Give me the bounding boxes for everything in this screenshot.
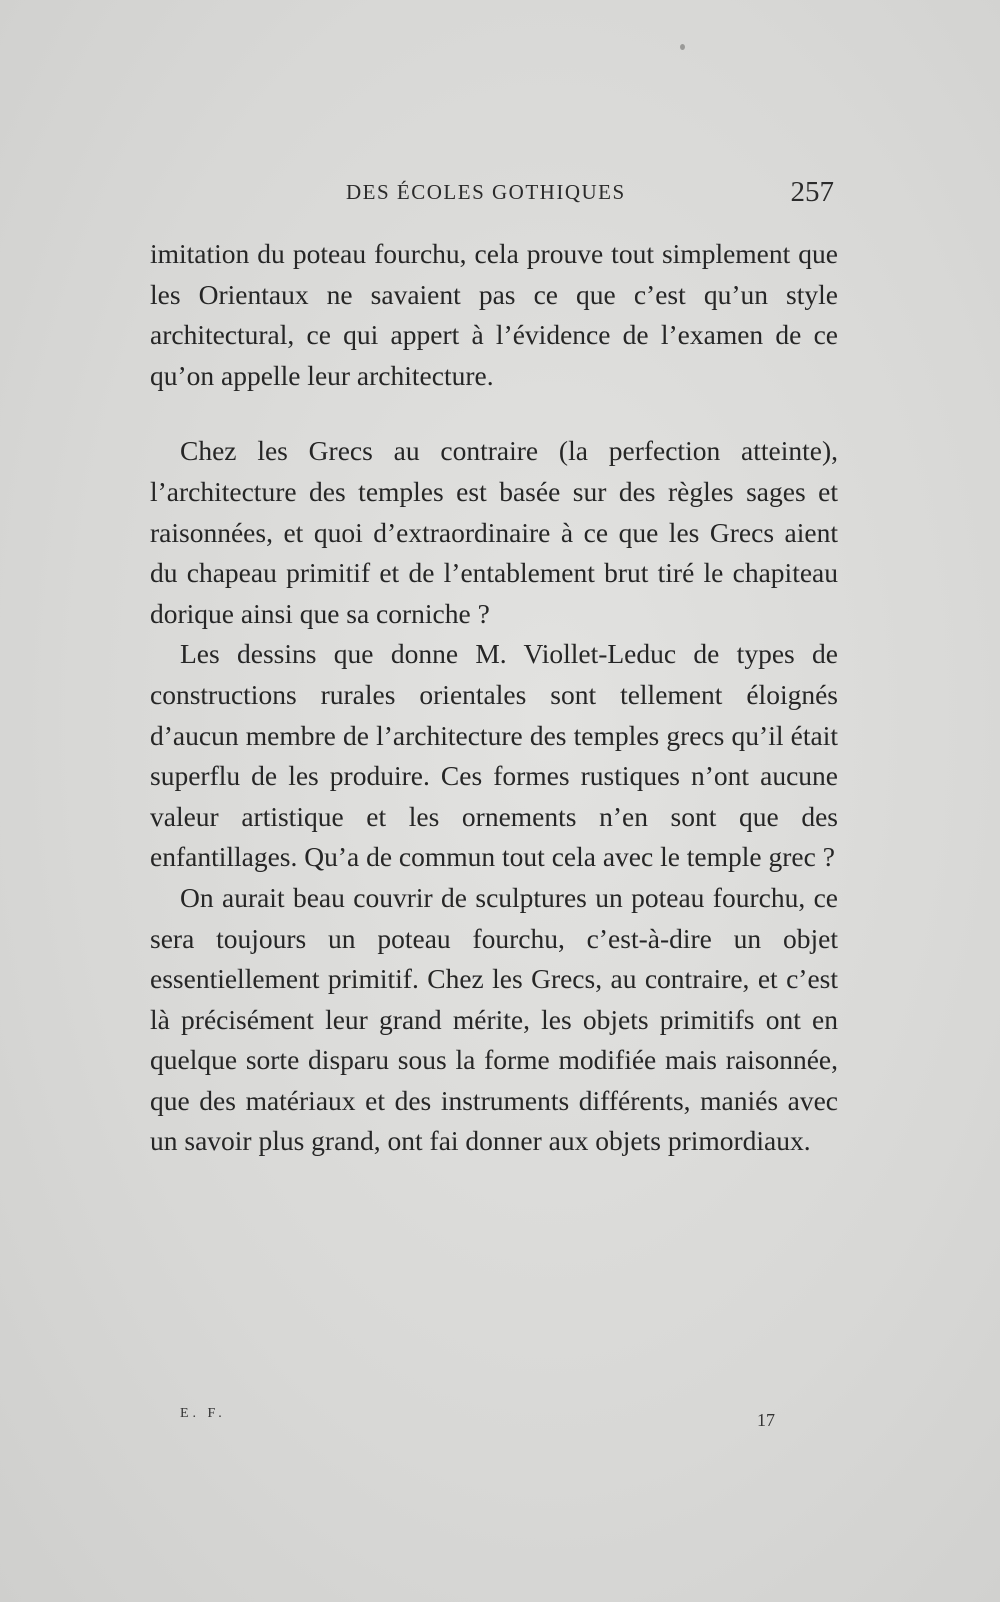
signature-mark: E. F. <box>180 1406 226 1421</box>
paragraph-3: Les dessins que donne M. Viollet-Leduc de types de constructions rurales orientales sont tellement éloignés d’aucun membre de l’architecture des temples grecs qu’il était superflu de les produire. Ces formes rustiques n’ont aucune valeur artistique et les ornements n’en sont que des enfantillages. Qu’a de commun tout cela avec le temple grec ? <box>150 638 838 873</box>
paper-speck <box>680 44 685 50</box>
running-head <box>150 176 838 216</box>
paragraph-2: Chez les Grecs au contraire (la perfection atteinte), l’architecture des temples est basée sur des règles sages et raisonnées, et quoi d’extraordinaire à ce que les Grecs aient du chapeau primitif et de l’entablement brut tiré le chapiteau dorique ainsi que sa corniche ? <box>150 435 838 629</box>
paragraph-1: imitation du poteau fourchu, cela prouve tout simplement que les Orientaux ne savaient pas ce que c’est qu’un style architectural, ce qui appert à l’évidence de l’examen de ce qu’on appelle leur architecture. <box>150 238 838 391</box>
page-footer <box>150 1402 838 1442</box>
body-text <box>150 234 838 1162</box>
page-number: 257 <box>790 176 834 208</box>
sheet-number: 17 <box>757 1410 775 1430</box>
running-title: DES ÉCOLES GOTHIQUES <box>346 180 626 204</box>
paragraph-4: On aurait beau couvrir de sculptures un poteau fourchu, ce sera toujours un poteau fourchu, c’est-à-dire un objet essentiellement primitif. Chez les Grecs, au contraire, et c’est là précisément leur grand mérite, les objets primitifs ont en quelque sorte disparu sous la forme modifiée mais raisonnée, que des matériaux et des instruments différents, maniés avec un savoir plus grand, ont fai donner aux objets primordiaux. <box>150 881 838 1157</box>
